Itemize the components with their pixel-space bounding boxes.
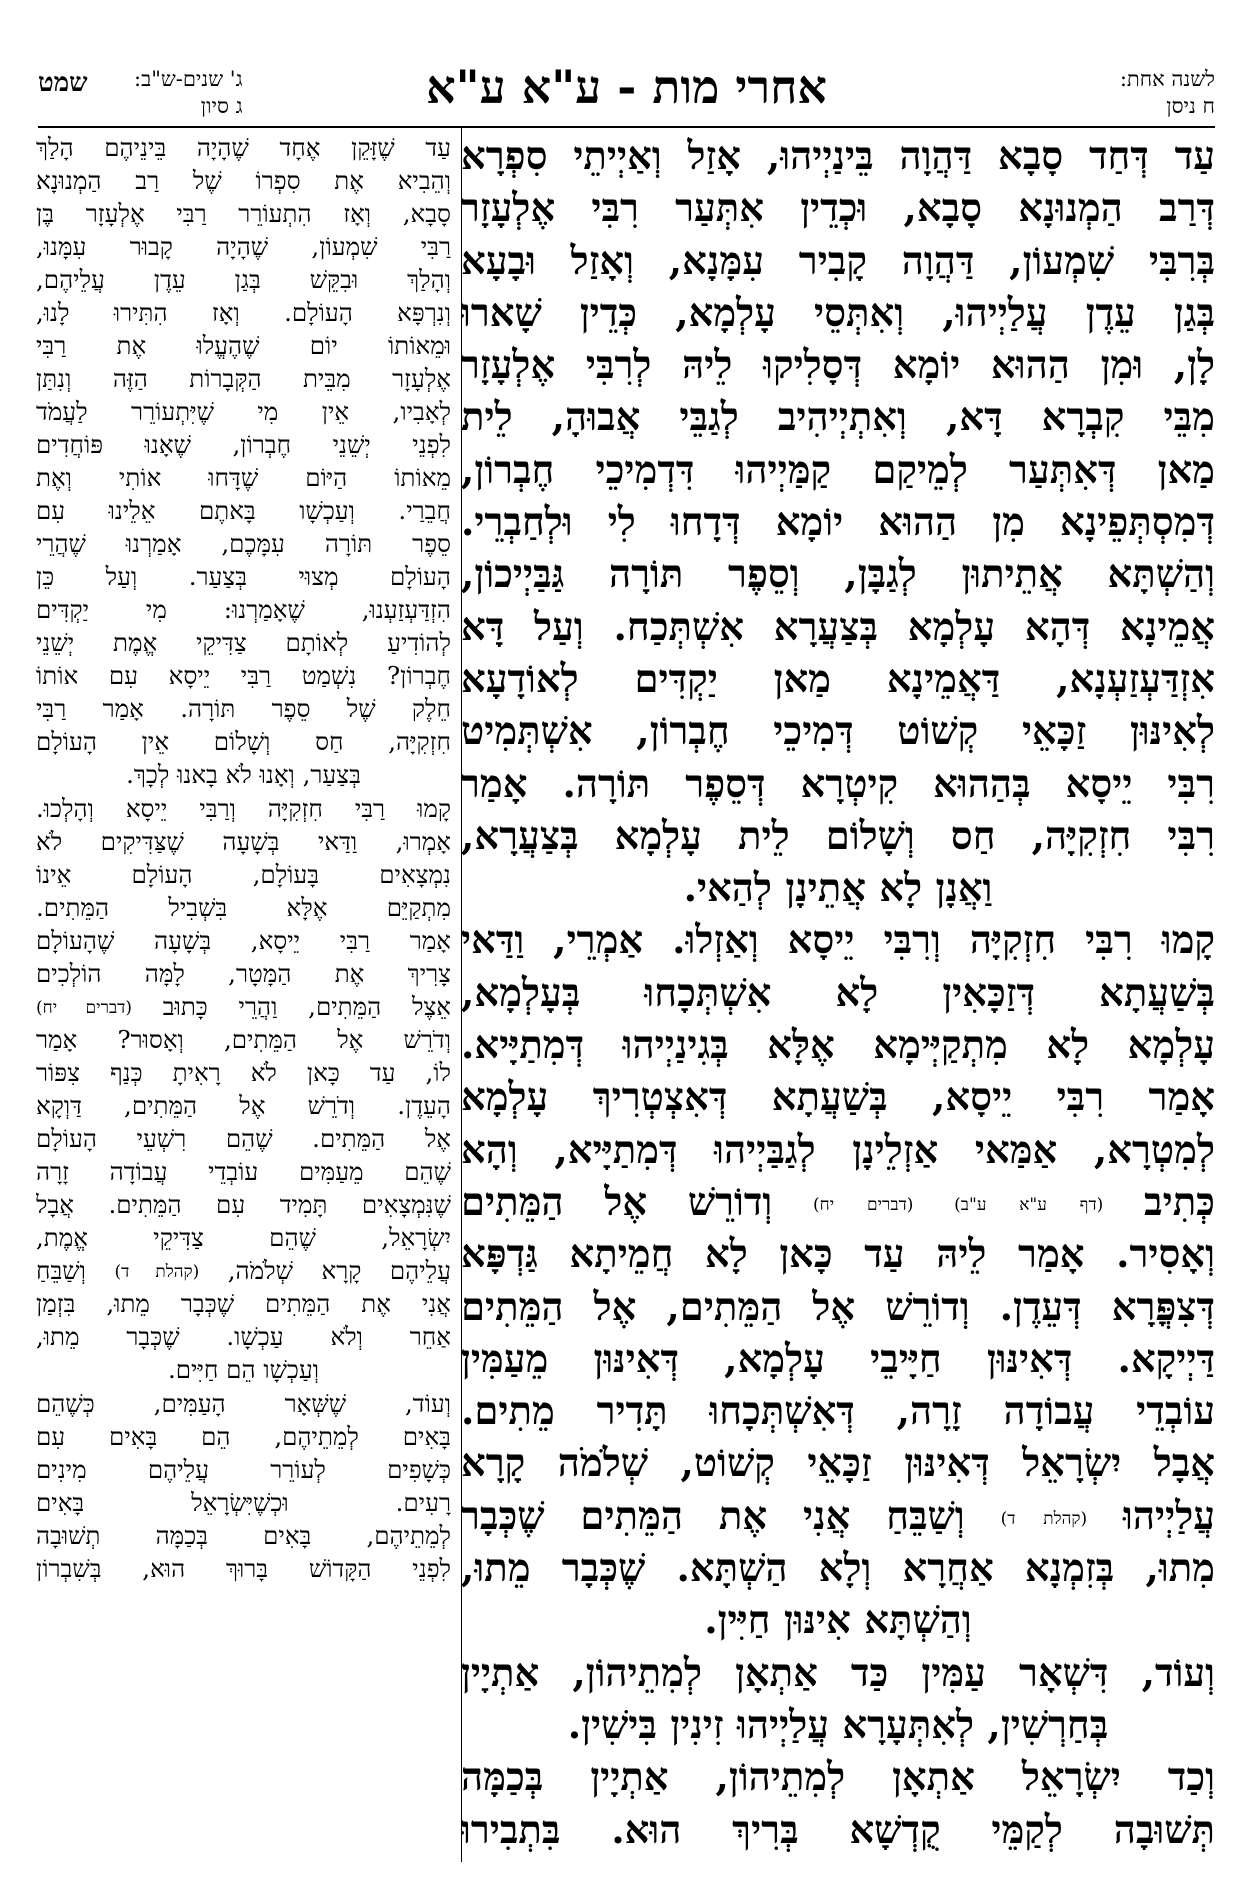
trans-line: וְנִרְפָּא הָעוֹלָם. וְאָז הִתִּירוּ לָנוּ, — [36, 298, 451, 327]
trans-line: צָרִיךְ אֶת הַמָּטָר, לָמָּה הוֹלְכִים — [36, 959, 451, 988]
main-line-text: וְדוֹרֵשׁ אֶל הַמֵּתִים — [461, 1179, 773, 1225]
trans-line: וְעַכְשָׁו הֵם חַיִּים. — [167, 1355, 320, 1384]
header-rule — [38, 126, 1215, 128]
trans-line: הָעוֹלָם מְצוּי בְּצַעַר. וְעַל כֵּן — [36, 562, 451, 591]
trans-line: כְּשָׁפִים לְעוֹרֵר עֲלֵיהֶם מִינִים — [36, 1455, 451, 1484]
main-line: וְהַשְׁתָּא אֲתֵיתוּן לְגַבָּן, וְסֵפֶר תּוֹרָה גַּבַּיְיכוֹן, — [461, 552, 1215, 598]
trans-line: סָבָא, וְאָז הִתְעוֹרֵר רַבִּי אֶלְעָזָר בֶּן — [36, 199, 451, 228]
main-line: וַאֲנָן לָא אֲתֵינָן לְהַאי. — [683, 866, 993, 912]
page-reference: (דף ע"א ע"ב) — [954, 1194, 1104, 1215]
main-line: וְהַשְׁתָּא אִינּוּן חַיִּין. — [704, 1598, 972, 1644]
page-header — [38, 58, 1215, 128]
trans-line: מֵאוֹתוֹ הַיּוֹם שֶׁדָּחוּ אוֹתִי וְאֶת — [36, 463, 451, 492]
verse-reference: (דברים יח) — [813, 1194, 914, 1215]
trans-line-text: עֲלֵיהֶם קָרָא שְׁלֹמֹה, — [227, 1256, 451, 1285]
trans-line: הִזְדַּעְזַעְנוּ, שֶׁאָמַרְנוּ: מִי יַקְדִּים — [36, 595, 451, 624]
trans-line: אָמְרוּ, וַדַּאי בְּשָׁעָה שֶׁצַּדִּיקִים לֹא — [36, 827, 451, 856]
trans-line: עַד שֶׁזָּקֵן אֶחָד שֶׁהָיָה בֵּינֵיהֶם הָלַךְ — [36, 133, 451, 162]
trans-line: שֶׁהֵם מֵעַמִּים עוֹבְדֵי עֲבוֹדָה זָרָה — [36, 1157, 451, 1186]
trans-line: אֶל הַמֵּתִים. שֶׁהֵם רִשְׁעֵי הָעוֹלָם — [36, 1124, 451, 1153]
main-line: אִזְדַּעְזַעְנָא, דַּאֲמֵינָא מַאן יַקְדִּים לְאוֹדָעָא — [461, 656, 1215, 702]
main-line: בְּגַן עֵדֶן עֲלַיְיהוּ, וְאִתְּסֵי עָלְמָא, כְּדֵין שָׁארוּ — [461, 290, 1215, 336]
trans-line: לִפְנֵי יְשֵׁנֵי חֶבְרוֹן, שֶׁאָנוּ פּוֹחֲדִים — [36, 430, 451, 459]
main-line: לְמִטְרָא, אַמַּאי אַזְלֵינָן לְגַבַּיְיהוּ דְּמִתַיָּיא, וְהָא — [461, 1127, 1215, 1173]
header-three-year-date: ג סיון — [200, 94, 243, 118]
trans-line-with-text — [36, 1486, 451, 1519]
main-line-text: וְשַׁבֵּחַ אֲנִי אֶת הַמֵּתִים שֶׁכְּבָר — [461, 1493, 965, 1539]
main-line: דְּמִסְתְּפֵינָא מִן הַהוּא יוֹמָא דְּדָחוּ לִי וּלְחַבְרֵי. — [461, 500, 1215, 546]
trans-line-text: וּכְשֶׁיִּשְׂרָאֵל בָּאִים — [36, 1488, 289, 1517]
trans-line-with-ref — [36, 1254, 451, 1287]
trans-line: קָמוּ רַבִּי חִזְקִיָּה וְרַבִּי יֵיסָא וְהָלְכוּ. — [36, 794, 451, 823]
trans-line: וּמֵאוֹתוֹ יוֹם שֶׁהֶעֱלוּ אֶת רַבִּי — [36, 331, 451, 360]
main-line: וְאָסִיר. אָמַר לֵיהּ עַד כָּאן לָא חֲמֵיתָא גַּדְפָּא — [461, 1232, 1215, 1278]
main-line: לְאִינּוּן זַכָּאֵי קְשׁוֹט דְּמִיכֵי חֶבְרוֹן, אִשְׁתְּמִיט — [461, 709, 1215, 755]
main-line: לָן, וּמִן הַהוּא יוֹמָא דְּסָלִיקוּ לֵיהּ לְרִבִּי אֶלְעָזָר — [461, 343, 1215, 389]
verse-reference: (דברים יח) — [36, 998, 132, 1018]
main-line: עָלְמָא לָא מִתְקַיְּימָא אֶלָּא בְּגִינַיְיהוּ דְּמִתַיָּיא. — [461, 1023, 1215, 1069]
trans-line: וְהֵבִיא אֶת סִפְרוֹ שֶׁל רַב הַמְנוּנָא — [36, 166, 451, 195]
trans-line: אֲנִי אֶת הַמֵּתִים שֶׁכְּבָר מֵתוּ, בִּזְמַן — [36, 1289, 451, 1318]
main-line: וְכַד יִשְׂרָאֵל אַתְאָן לְמִתֵיהוֹן, אַתְיָין בְּכַמָּה — [461, 1755, 1215, 1801]
trans-line: חִזְקִיָּה, חַס וְשָׁלוֹם אֵין הָעוֹלָם — [36, 727, 451, 756]
trans-line-with-ref — [36, 990, 451, 1023]
main-line: מִבֵּי קִבְרָא דָּא, וְאִתְיְיהִיב לְגַבֵּי אֲבוּהָ, לֵית — [461, 395, 1215, 441]
trans-line: אָמַר רַבִּי יֵיסָא, בְּשָׁעָה שֶׁהָעוֹלָם — [36, 926, 451, 955]
main-line: תְּשׁוּבָה לְקַמֵּי קֻדְשָׁא בְּרִיךְ הוּא. בִּתְבִירוּ — [461, 1807, 1215, 1853]
trans-line-text: אֵצֶל הַמֵּתִים, וַהֲרֵי כָּתוּב — [162, 992, 451, 1021]
hebrew-translation-column — [36, 131, 451, 1861]
main-line: מִתוּ, בְּזִמְנָא אַחֲרָא וְלָא הַשְׁתָּא. שֶׁכְּבָר מֵתוּ, — [461, 1546, 1215, 1592]
main-line: בְּחַרְשִׁין, לְאִתְּעָרָא עֲלַיְיהוּ זִינִין בִּישִׁין. — [567, 1702, 1109, 1748]
trans-line-text: וְשַׁבֵּחַ — [36, 1256, 86, 1285]
main-line: אֲבָל יִשְׂרָאֵל דְּאִינּוּן זַכָּאֵי קְשׁוֹט, שְׁלֹמֹה קָרָא — [461, 1441, 1215, 1487]
trans-line: וְעוֹד, שֶׁשְּׁאָר הָעַמִּים, כְּשֶׁהֵם — [36, 1389, 451, 1418]
header-one-year-date: ח ניסן — [1166, 94, 1215, 118]
trans-line: אֶלְעָזָר מִבֵּית הַקְּבָרוֹת הַזֶּה וְנִתַּן — [36, 364, 451, 393]
trans-line: בְּצַעַר, וְאָנוּ לֹא בָאנוּ לְכָךְ. — [126, 760, 361, 789]
header-three-year-label: ג' שנים-ש"ב: — [134, 67, 243, 91]
trans-line: וְהָלַךְ וּבִקֵּשׁ בְּגַן עֵדֶן עֲלֵיהֶם, — [36, 265, 451, 294]
trans-line: לוֹ, עַד כָּאן לֹא רָאִיתָ כְּנַף צִפּוֹר — [36, 1058, 451, 1087]
main-line: קָמוּ רִבִּי חִזְקִיָּה וְרִבִּי יֵיסָא וְאַזְלוּ. אַמְרֵי, וַדַּאי — [461, 918, 1215, 964]
main-line: אָמַר רִבִּי יֵיסָא, בְּשַׁעֲתָא דְּאִצְטְרִיךְ עָלְמָא — [461, 1075, 1215, 1121]
header-page-number: שמט — [38, 68, 88, 98]
page-title: אחרי מות - ע"א ע"א — [426, 60, 827, 114]
trans-line: הָעֵדֶן. וְדֹרֵשׁ אֶל הַמֵּתִים, דַּוְקָא — [36, 1091, 451, 1120]
verse-reference: (קהלת ד) — [1000, 1508, 1088, 1529]
main-line: דְּרַב הַמְנוּנָא סָבָא, וּכְדֵין אִתְּעַר רִבִּי אֶלְעָזָר — [461, 186, 1215, 232]
trans-line: לְהוֹדִיעַ לְאוֹתָם צַדִּיקֵי אֱמֶת יְשֵׁנֵי — [36, 628, 451, 657]
trans-line: וְדֹרֵשׁ אֶל הַמֵּתִים, וְאָסוּר? אָמַר — [36, 1025, 451, 1054]
main-line: דַּיְיקָא. דְּאִינּוּן חַיָּיבֵי עָלְמָא, דְּאִינּוּן מֵעַמִּין — [461, 1336, 1215, 1382]
trans-line: חֵלֶק שֶׁל סֵפֶר תּוֹרָה. אָמַר רַבִּי — [36, 694, 451, 723]
trans-line-text: רָעִים. — [395, 1488, 451, 1517]
trans-line: חֲבֵרַי. וְעַכְשָׁו בָּאתֶם אֵלֵינוּ עִם — [36, 496, 451, 525]
main-line: רִבִּי חִזְקִיָּה, חַס וְשָׁלוֹם לֵית עָלְמָא בְּצַעֲרָא, — [461, 813, 1215, 859]
trans-line: מִתְקַיֵּם אֶלָּא בִּשְׁבִיל הַמֵּתִים. — [36, 893, 451, 922]
main-line-with-refs — [461, 1491, 1215, 1543]
trans-line: נִמְצָאִים בָּעוֹלָם, הָעוֹלָם אֵינוֹ — [36, 860, 451, 889]
main-line: עוֹבְדֵי עֲבוֹדָה זָרָה, דְּאִשְׁתְּכָחוּ תָּדִיר מֵתִים. — [461, 1389, 1215, 1435]
verse-reference: (קהלת ד) — [114, 1262, 200, 1282]
trans-line: לִפְנֵי הַקָּדוֹשׁ בָּרוּךְ הוּא, בְּשִׁבְרוֹן — [36, 1554, 451, 1583]
main-line: עַד דְּחַד סָבָא דַּהֲוָה בֵּינַיְיהוּ, אָזַל וְאַיְיתֵי סִפְרָא — [461, 134, 1215, 179]
header-left-info — [134, 66, 243, 120]
trans-line: לְמֵתֵיהֶם, בָּאִים בְּכַמָּה תְשׁוּבָה — [36, 1521, 451, 1550]
main-line: דְּצִפֳּרָא דְּעֵדֶן. וְדוֹרֵשׁ אֶל הַמֵּתִים, אֶל הַמֵּתִים — [461, 1284, 1215, 1330]
main-line: אֲמֵינָא דְּהָא עָלְמָא בְּצַעֲרָא אִשְׁתְּכַח. וְעַל דָּא — [461, 604, 1215, 650]
main-line-text: עֲלַיְיהוּ — [1123, 1493, 1215, 1539]
trans-line: אַחֵר וְלֹא עַכְשָׁו. שֶׁכְּבָר מֵתוּ, — [36, 1322, 451, 1351]
main-line: רִבִּי יֵיסָא בְּהַהוּא קִיטְרָא דְּסֵפֶר תּוֹרָה. אָמַר — [461, 761, 1215, 807]
trans-line: לְאָבִיו, אֵין מִי שֶׁיִּתְעוֹרֵר לַעֲמֹד — [36, 397, 451, 426]
main-line: בְּרִבִּי שִׁמְעוֹן, דַּהֲוָה קָבִיר עִמָּנָא, וְאָזַל וּבָעָא — [461, 238, 1215, 284]
trans-line: בָּאִים לְמֵתֵיהֶם, הֵם בָּאִים עִם — [36, 1422, 451, 1451]
trans-line: יִשְׂרָאֵל, שֶׁהֵם צַדִּיקֵי אֱמֶת, — [36, 1223, 451, 1252]
main-line: מַאן דְּאִתְּעַר לְמֵיקַם קַמַּיְיהוּ דִּדְמִיכֵי חֶבְרוֹן, — [461, 447, 1215, 493]
trans-line: שֶׁנִּמְצָאִים תָּמִיד עִם הַמֵּתִים. אֲבָל — [36, 1190, 451, 1219]
trans-line: חֶבְרוֹן? נִשְׁמַט רַבִּי יֵיסָא עִם אוֹתוֹ — [36, 661, 451, 690]
main-line-text: כְּתִיב — [1144, 1179, 1215, 1225]
trans-line: רַבִּי שִׁמְעוֹן, שֶׁהָיָה קָבוּר עִמָּנוּ, — [36, 232, 451, 261]
header-one-year-label: לשנה אחת: — [1119, 67, 1215, 91]
main-line-with-refs — [461, 1177, 1215, 1229]
trans-line: סֵפֶר תּוֹרָה עִמָּכֶם, אָמַרְנוּ שֶׁהֲרֵי — [36, 529, 451, 558]
zohar-aramaic-column — [461, 131, 1215, 1861]
main-line: בְּשַׁעֲתָא דְּזַכָּאִין לָא אִשְׁתְּכָחוּ בְּעָלְמָא, — [461, 970, 1215, 1016]
main-line: וְעוֹד, דִּשְׁאָר עַמִּין כַּד אַתְאָן לְמִתֵיהוֹן, אַתְיָין — [461, 1650, 1215, 1696]
